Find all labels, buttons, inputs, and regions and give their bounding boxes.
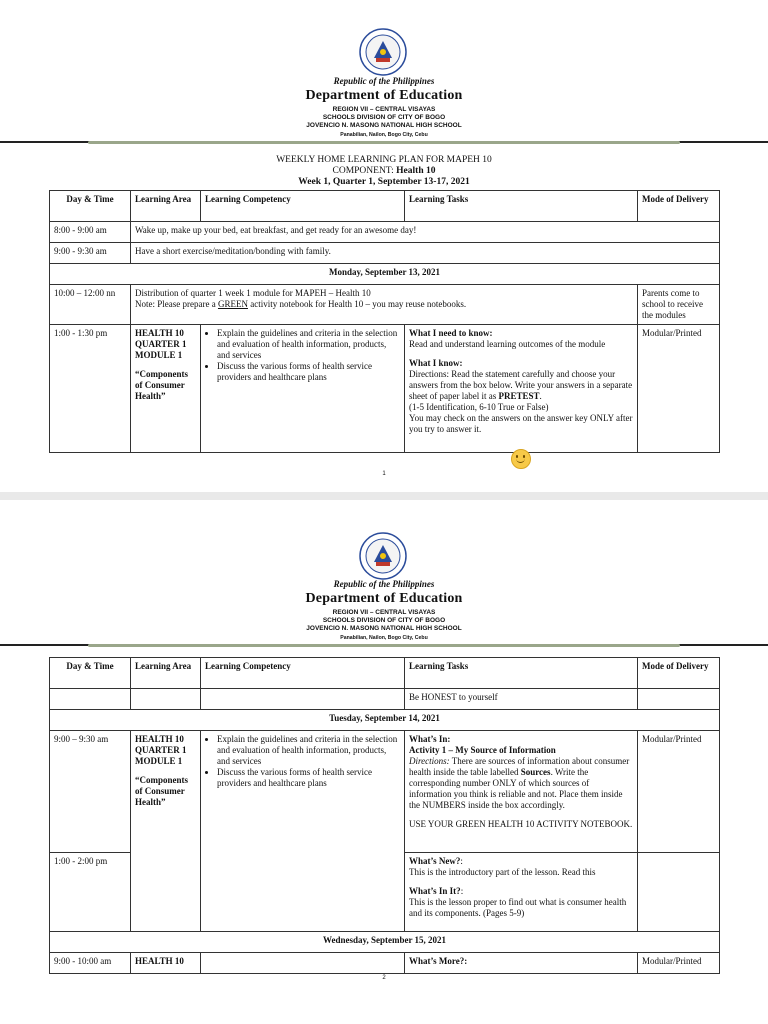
competency-cell xyxy=(201,731,405,932)
header-delivery: Mode of Delivery xyxy=(638,658,720,689)
task-text: . xyxy=(539,391,542,401)
routine-text: Wake up, make up your bed, eat breakfast, and get ready for an awesome day! xyxy=(131,222,720,243)
time-cell xyxy=(50,689,131,710)
time-cell: 8:00 - 9:00 am xyxy=(50,222,131,243)
area-topic: “Components of Consumer Health” xyxy=(135,775,189,807)
page-number: 2 xyxy=(382,975,386,981)
distribution-note xyxy=(131,285,638,325)
page-1 xyxy=(0,0,768,492)
note-text: Note: Please prepare a xyxy=(135,299,218,309)
task-text: : xyxy=(460,856,463,866)
area-line: QUARTER 1 xyxy=(135,745,187,755)
task-heading: What I need to know: xyxy=(409,328,493,338)
competency-item: • Discuss the various forms of health service providers and healthcare plans xyxy=(217,361,400,383)
plan-week: Week 1, Quarter 1, September 13-17, 2021 xyxy=(298,177,470,187)
task-text: Read and understand learning outcomes of the module xyxy=(409,339,606,349)
area-line: HEALTH 10 xyxy=(135,734,184,744)
time-cell: 1:00 - 2:00 pm xyxy=(50,853,131,932)
header-competency: Learning Competency xyxy=(201,658,405,689)
region-line: REGION VII – CENTRAL VISAYAS xyxy=(332,106,436,113)
task-text: This is the lesson proper to find out what is consumer health and its components. (Pages 5-9) xyxy=(409,897,627,918)
task-heading: What I know: xyxy=(409,358,463,368)
republic-line: Republic of the Philippines xyxy=(333,76,435,86)
learning-area-cell xyxy=(131,325,201,453)
delivery-cell: Modular/Printed xyxy=(638,325,720,453)
time-cell: 9:00 - 10:00 am xyxy=(50,953,131,974)
department-title: Department of Education xyxy=(305,88,463,103)
area-line: HEALTH 10 xyxy=(135,328,184,338)
day-header-wednesday: Wednesday, September 15, 2021 xyxy=(50,932,720,953)
page-2 xyxy=(0,500,768,1024)
component-name: Health 10 xyxy=(396,166,436,176)
school-line: JOVENCIO N. MASONG NATIONAL HIGH SCHOOL xyxy=(306,122,462,129)
whats-new-label: What’s New? xyxy=(409,856,461,866)
header-delivery: Mode of Delivery xyxy=(638,191,720,222)
address-line: Panabilian, Nailon, Bogo City, Cebu xyxy=(340,132,428,138)
header-day-time: Day & Time xyxy=(50,191,131,222)
deped-seal-icon xyxy=(359,532,407,580)
notebook-note xyxy=(135,299,633,310)
deped-seal-icon xyxy=(359,28,407,76)
task-heading: What’s In: xyxy=(409,734,451,744)
delivery-cell: Modular/Printed xyxy=(638,953,720,974)
whats-in-it-label: What’s In It? xyxy=(409,886,461,896)
header-tasks: Learning Tasks xyxy=(405,191,638,222)
component-prefix: COMPONENT: xyxy=(332,166,397,176)
header-competency: Learning Competency xyxy=(201,191,405,222)
delivery-cell xyxy=(638,689,720,710)
competency-cell xyxy=(201,953,405,974)
task-text xyxy=(409,369,633,402)
plan-component xyxy=(0,166,768,177)
day-header-monday: Monday, September 13, 2021 xyxy=(50,264,720,285)
task-text: There are sources of information about consumer health inside the table labelled xyxy=(409,756,630,777)
activity-title: Activity 1 – My Source of Information xyxy=(409,745,556,755)
day-header-tuesday: Tuesday, September 14, 2021 xyxy=(50,710,720,731)
task-text: Directions: Read the statement carefully and choose your answers from the box below. Write your answers in a separate sheet of paper label it as xyxy=(409,369,633,401)
area-line: QUARTER 1 xyxy=(135,339,187,349)
header-learning-area: Learning Area xyxy=(131,191,201,222)
sources-label: Sources xyxy=(520,767,551,777)
delivery-cell: Parents come to school to receive the modules xyxy=(638,285,720,325)
learning-area-cell: HEALTH 10 xyxy=(131,953,201,974)
task-heading: What’s More?: xyxy=(405,953,638,974)
division-line: SCHOOLS DIVISION OF CITY OF BOGO xyxy=(322,617,446,624)
tasks-cell xyxy=(405,325,638,453)
area-topic: “Components of Consumer Health” xyxy=(135,369,189,401)
time-cell: 9:00 – 9:30 am xyxy=(50,731,131,853)
area-line: MODULE 1 xyxy=(135,350,183,360)
department-title: Department of Education xyxy=(305,591,463,606)
time-cell: 1:00 - 1:30 pm xyxy=(50,325,131,453)
task-heading xyxy=(409,886,633,897)
pretest-label: PRETEST xyxy=(498,391,540,401)
competency-item: • Discuss the various forms of health service providers and healthcare plans xyxy=(217,767,400,789)
directions-label: Directions: xyxy=(409,756,450,766)
competency-item: • Explain the guidelines and criteria in the selection and evaluation of health information, products, and services xyxy=(217,734,400,767)
task-text xyxy=(409,756,633,811)
header-learning-area: Learning Area xyxy=(131,658,201,689)
plan-title: WEEKLY HOME LEARNING PLAN FOR MAPEH 10 xyxy=(276,155,492,165)
note-text: activity notebook for Health 10 – you may reuse notebooks. xyxy=(247,299,467,309)
competency-cell xyxy=(201,325,405,453)
tasks-cell xyxy=(405,853,638,932)
page-number: 1 xyxy=(382,471,386,477)
task-heading xyxy=(409,856,633,867)
learning-area-cell xyxy=(131,689,201,710)
header-accent-rule xyxy=(88,141,680,144)
task-text: USE YOUR GREEN HEALTH 10 ACTIVITY NOTEBOOK. xyxy=(409,819,633,829)
delivery-cell: Modular/Printed xyxy=(638,731,720,853)
school-line: JOVENCIO N. MASONG NATIONAL HIGH SCHOOL xyxy=(306,625,462,632)
header-day-time: Day & Time xyxy=(50,658,131,689)
time-cell: 10:00 – 12:00 nn xyxy=(50,285,131,325)
task-text: Be HONEST to yourself xyxy=(405,689,638,710)
region-line: REGION VII – CENTRAL VISAYAS xyxy=(332,609,436,616)
tasks-cell xyxy=(405,731,638,853)
learning-area-cell xyxy=(131,731,201,932)
area-line: MODULE 1 xyxy=(135,756,183,766)
task-text: You may check on the answers on the answer key ONLY after you try to answer it. xyxy=(409,413,633,434)
header-tasks: Learning Tasks xyxy=(405,658,638,689)
learning-plan-table-2 xyxy=(49,657,720,974)
competency-cell xyxy=(201,689,405,710)
learning-plan-table-1 xyxy=(49,190,720,453)
task-text: : xyxy=(460,886,464,896)
delivery-cell xyxy=(638,853,720,932)
task-text: This is the introductory part of the lesson. Read this xyxy=(409,867,596,877)
header-accent-rule xyxy=(88,644,680,647)
task-text: (1-5 Identification, 6-10 True or False) xyxy=(409,402,549,412)
task-text: . Write the corresponding number ONLY of which sources of information you think is reliable and not. Place them inside the NUMBERS inside the box accordingly. xyxy=(409,767,623,810)
republic-line: Republic of the Philippines xyxy=(333,579,435,589)
address-line: Panabilian, Nailon, Bogo City, Cebu xyxy=(340,635,428,641)
green-word: GREEN xyxy=(217,299,248,309)
distribution-line: Distribution of quarter 1 week 1 module for MAPEH – Health 10 xyxy=(135,288,371,298)
competency-item: • Explain the guidelines and criteria in the selection and evaluation of health information, products, and services xyxy=(217,328,400,361)
smiley-face-icon xyxy=(511,449,531,469)
division-line: SCHOOLS DIVISION OF CITY OF BOGO xyxy=(322,114,446,121)
routine-text: Have a short exercise/meditation/bonding with family. xyxy=(131,243,720,264)
time-cell: 9:00 - 9:30 am xyxy=(50,243,131,264)
